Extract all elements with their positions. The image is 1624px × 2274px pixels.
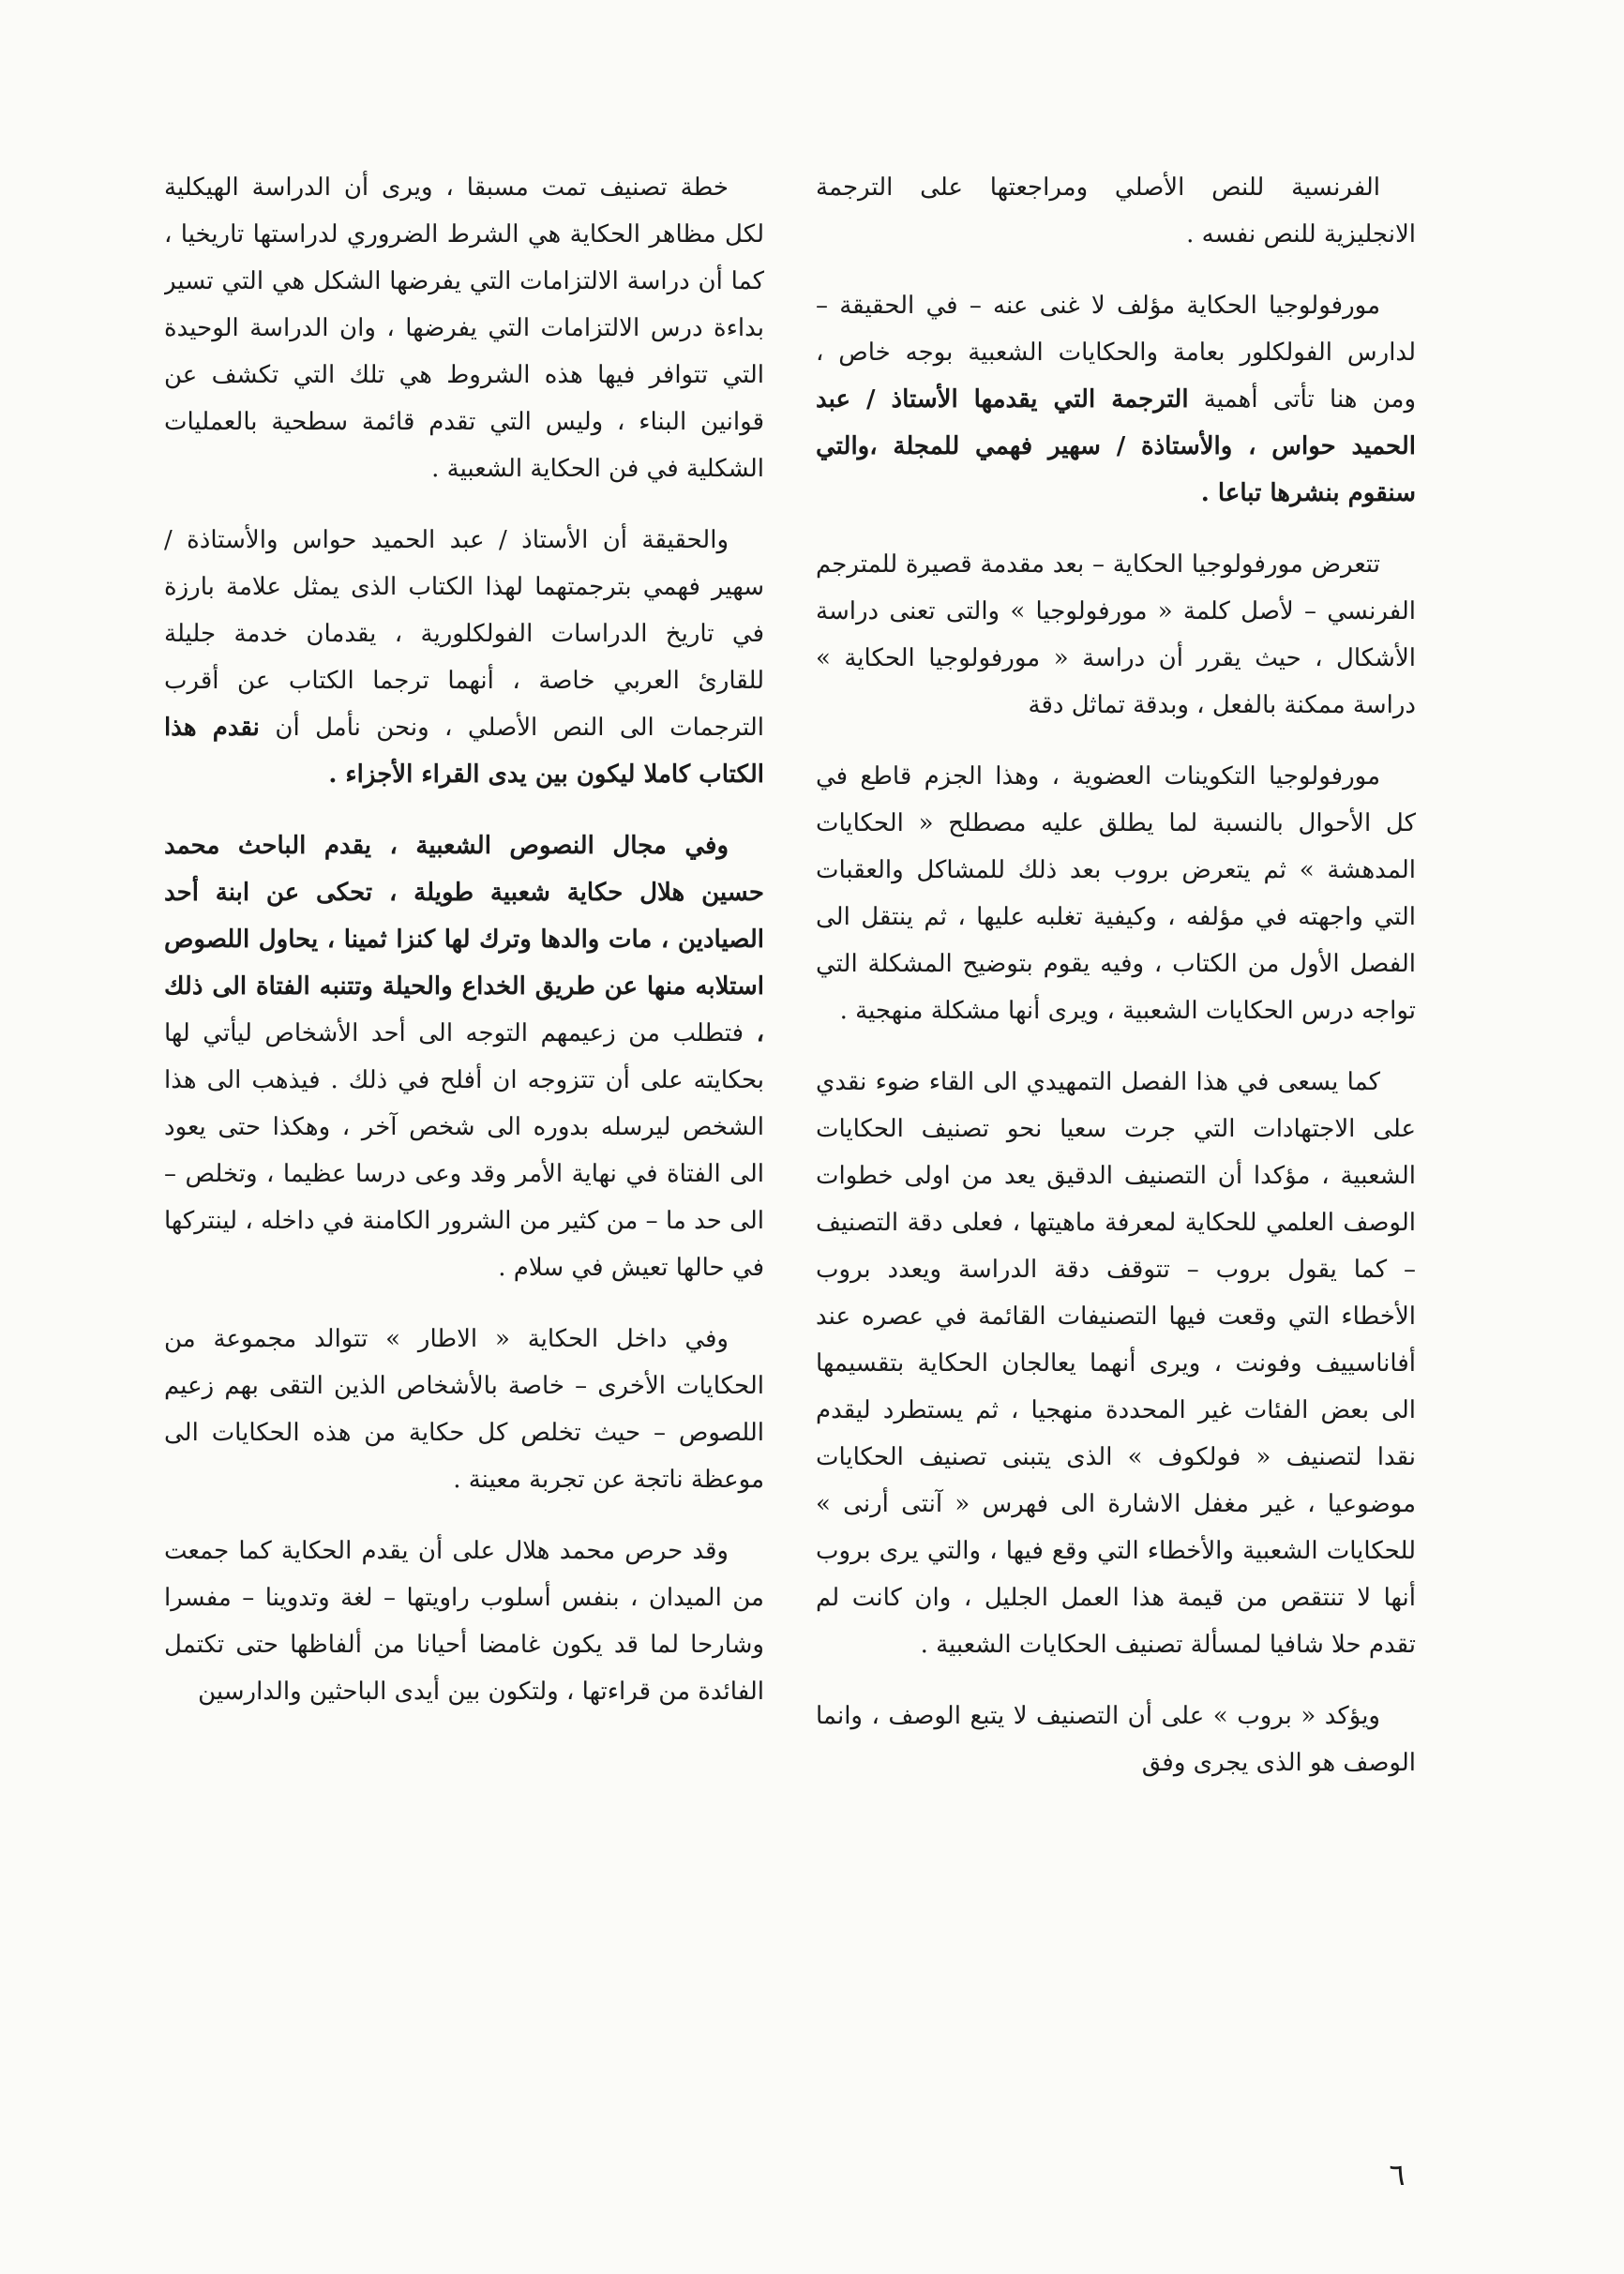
paragraph: وفي داخل الحكاية « الاطار » تتوالد مجموعة من الحكايات الأخرى – خاصة بالأشخاص الذين التقى بهم زعيم اللصوص – حيث تخلص كل حكاية من هذه الحكايات الى موعظة ناتجة عن تجربة معينة .	[164, 1325, 764, 1494]
paragraph: وقد حرص محمد هلال على أن يقدم الحكاية كما جمعت من الميدان ، بنفس أسلوب راويتها – لغة وتدوينا – مفسرا وشارحا لما قد يكون غامضا أحيانا من ألفاظها حتى تكتمل الفائدة من قراءتها ، ولتكون بين أيدى الباحثين والدارسين	[164, 1537, 764, 1706]
left-column	[164, 164, 764, 2086]
paragraph: خطة تصنيف تمت مسبقا ، ويرى أن الدراسة الهيكلية لكل مظاهر الحكاية هي الشرط الضروري لدراستها تاريخيا ، كما أن دراسة الالتزامات التي يفرضها الشكل هي التي تسير بداءة درس الالتزامات التي يفرضها ، وان الدراسة الوحيدة التي تتوافر فيها هذه الشروط هي تلك التي تكشف عن قوانين البناء ، وليس التي تقدم قائمة سطحية بالعمليات الشكلية في فن الحكاية الشعبية .	[164, 173, 764, 483]
bold-text: الترجمة التي يقدمها الأستاذ / عبد الحميد حواس ، والأستاذة / سهير فهمي للمجلة ،والتي سنقوم بنشرها تباعا .	[816, 385, 1416, 507]
paragraph	[164, 822, 764, 1291]
paragraph: الفرنسية للنص الأصلي ومراجعتها على الترجمة الانجليزية للنص نفسه .	[816, 173, 1416, 248]
paragraph: كما يسعى في هذا الفصل التمهيدي الى القاء ضوء نقدي على الاجتهادات التي جرت سعيا نحو تصنيف الحكايات الشعبية ، مؤكدا أن التصنيف الدقيق يعد من اولى خطوات الوصف العلمي للحكاية لمعرفة ماهيتها ، فعلى دقة التصنيف – كما يقول بروب – تتوقف دقة الدراسة ويعدد بروب الأخطاء التي وقعت فيها التصنيفات القائمة في عصره عند أفاناسييف وفونت ، ويرى أنهما يعالجان الحكاية بتقسيمها الى بعض الفئات غير المحددة منهجيا ، ثم يستطرد ليقدم نقدا لتصنيف « فولكوف » الذى يتبنى تصنيف الحكايات موضوعيا ، غير مغفل الاشارة الى فهرس « آنتى أرنى » للحكايات الشعبية والأخطاء التي وقع فيها ، والتي يرى بروب أنها لا تنتقص من قيمة هذا العمل الجليل ، وان كانت لم تقدم حلا شافيا لمسألة تصنيف الحكايات الشعبية .	[816, 1068, 1416, 1659]
text-run: والحقيقة أن الأستاذ / عبد الحميد حواس والأستاذة / سهير فهمي بترجمتهما لهذا الكتاب الذى يمثل علامة بارزة في تاريخ الدراسات الفولكلورية ، يقدمان خدمة جليلة للقارئ العربي خاصة ، أنهما ترجما الكتاب عن أقرب الترجمات الى النص الأصلي ، ونحن نأمل أن	[164, 526, 764, 742]
paragraph: تتعرض مورفولوجيا الحكاية – بعد مقدمة قصيرة للمترجم الفرنسي – لأصل كلمة « مورفولوجيا » والتى تعنى دراسة الأشكال ، حيث يقرر أن دراسة « مورفولوجيا الحكاية » دراسة ممكنة بالفعل ، وبدقة تماثل دقة	[816, 550, 1416, 719]
bold-text: وفي مجال النصوص الشعبية ، يقدم الباحث محمد حسين هلال حكاية شعبية طويلة ، تحكى عن ابنة أحد الصيادين ، مات والدها وترك لها كنزا ثمينا ، يحاول اللصوص استلابه منها عن طريق الخداع والحيلة وتتنبه الفتاة الى ذلك ،	[164, 832, 764, 1047]
right-column	[816, 164, 1416, 2086]
paragraph: ويؤكد « بروب » على أن التصنيف لا يتبع الوصف ، وانما الوصف هو الذى يجرى وفق	[816, 1702, 1416, 1777]
text-run: فتطلب من زعيمهم التوجه الى أحد الأشخاص ليأتي لها بحكايته على أن تتزوجه ان أفلح في ذلك . فيذهب الى هذا الشخص ليرسله بدوره الى شخص آخر ، وهكذا حتى يعود الى الفتاة في نهاية الأمر وقد وعى درسا عظيما ، وتخلص – الى حد ما – من كثير من الشرور الكامنة في داخله ، لينتركها في حالها تعيش في سلام .	[164, 1019, 764, 1282]
text-run: مورفولوجيا الحكاية مؤلف لا غنى عنه – في الحقيقة – لدارس الفولكلور بعامة والحكايات الشعبية بوجه خاص ، ومن هنا تأتى أهمية	[816, 292, 1416, 414]
paragraph: مورفولوجيا التكوينات العضوية ، وهذا الجزم قاطع في كل الأحوال بالنسبة لما يطلق عليه مصطلح « الحكايات المدهشة » ثم يتعرض بروب بعد ذلك للمشاكل والعقبات التي واجهته في مؤلفه ، وكيفية تغلبه عليها ، ثم ينتقل الى الفصل الأول من الكتاب ، وفيه يقوم بتوضيح المشكلة التي تواجه درس الحكايات الشعبية ، ويرى أنها مشكلة منهجية .	[816, 762, 1416, 1025]
bold-text: نقدم هذا الكتاب كاملا ليكون بين يدى القراء الأجزاء .	[164, 714, 764, 789]
paragraph	[816, 282, 1416, 517]
page-number: ٦	[1389, 2157, 1406, 2192]
paragraph	[164, 517, 764, 798]
